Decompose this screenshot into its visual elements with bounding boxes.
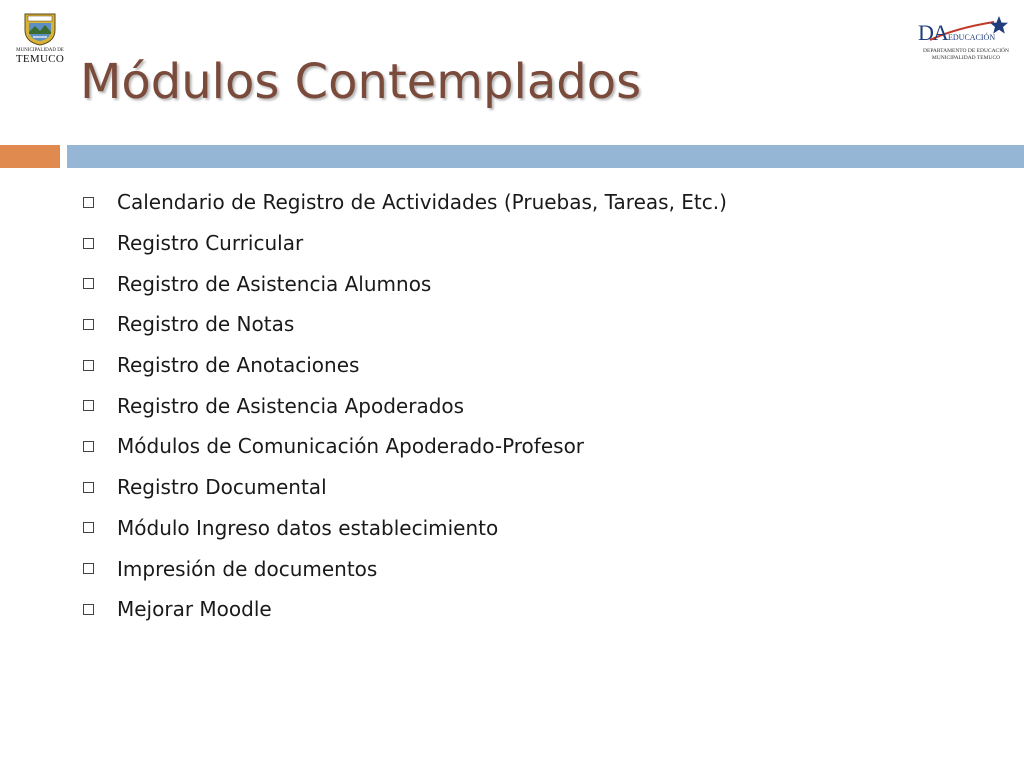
list-item-label: Módulos de Comunicación Apoderado-Profesor xyxy=(117,434,585,459)
list-item-label: Registro Curricular xyxy=(117,231,304,256)
logo-educacion-label: EDUCACIÓN xyxy=(948,33,996,42)
square-bullet-icon xyxy=(83,360,94,371)
logo-da-mark: DA xyxy=(918,20,948,45)
accent-bar-blue xyxy=(67,145,1024,168)
daem-logo xyxy=(916,14,1016,64)
square-bullet-icon xyxy=(83,238,94,249)
square-bullet-icon xyxy=(83,441,94,452)
list-item-label: Impresión de documentos xyxy=(117,556,378,581)
list-item-label: Calendario de Registro de Actividades (Pruebas, Tareas, Etc.) xyxy=(117,190,727,215)
list-item xyxy=(80,182,727,223)
list-item-label: Módulo Ingreso datos establecimiento xyxy=(117,515,499,540)
list-item-label: Registro de Anotaciones xyxy=(117,353,360,378)
square-bullet-icon xyxy=(83,604,94,615)
list-item-label: Registro de Asistencia Apoderados xyxy=(117,393,465,418)
coat-of-arms-icon xyxy=(23,10,57,46)
list-item-label: Registro de Notas xyxy=(117,312,295,337)
list-item-label: Registro Documental xyxy=(117,475,327,500)
star-icon xyxy=(990,16,1008,34)
list-item xyxy=(80,508,727,549)
logo-org-name-label: TEMUCO xyxy=(15,53,65,65)
list-item xyxy=(80,263,727,304)
list-item xyxy=(80,467,727,508)
square-bullet-icon xyxy=(83,563,94,574)
logo-municipality-label: MUNICIPALIDAD TEMUCO xyxy=(931,55,1001,61)
square-bullet-icon xyxy=(83,522,94,533)
list-item xyxy=(80,345,727,386)
logo-department-label: DEPARTAMENTO DE EDUCACIÓN xyxy=(922,48,1009,54)
square-bullet-icon xyxy=(83,482,94,493)
modules-list xyxy=(80,182,727,630)
square-bullet-icon xyxy=(83,197,94,208)
list-item xyxy=(80,385,727,426)
accent-bar-orange xyxy=(0,145,60,168)
list-item xyxy=(80,426,727,467)
list-item xyxy=(80,589,727,630)
square-bullet-icon xyxy=(83,400,94,411)
municipalidad-logo xyxy=(8,10,72,66)
square-bullet-icon xyxy=(83,278,94,289)
list-item xyxy=(80,304,727,345)
list-item xyxy=(80,223,727,264)
list-item-label: Mejorar Moodle xyxy=(117,597,272,622)
list-item-label: Registro de Asistencia Alumnos xyxy=(117,271,432,296)
list-item xyxy=(80,548,727,589)
slide-title: Módulos Contemplados xyxy=(80,54,642,110)
square-bullet-icon xyxy=(83,319,94,330)
logo-org-small-label: MUNICIPALIDAD DE xyxy=(16,48,64,53)
